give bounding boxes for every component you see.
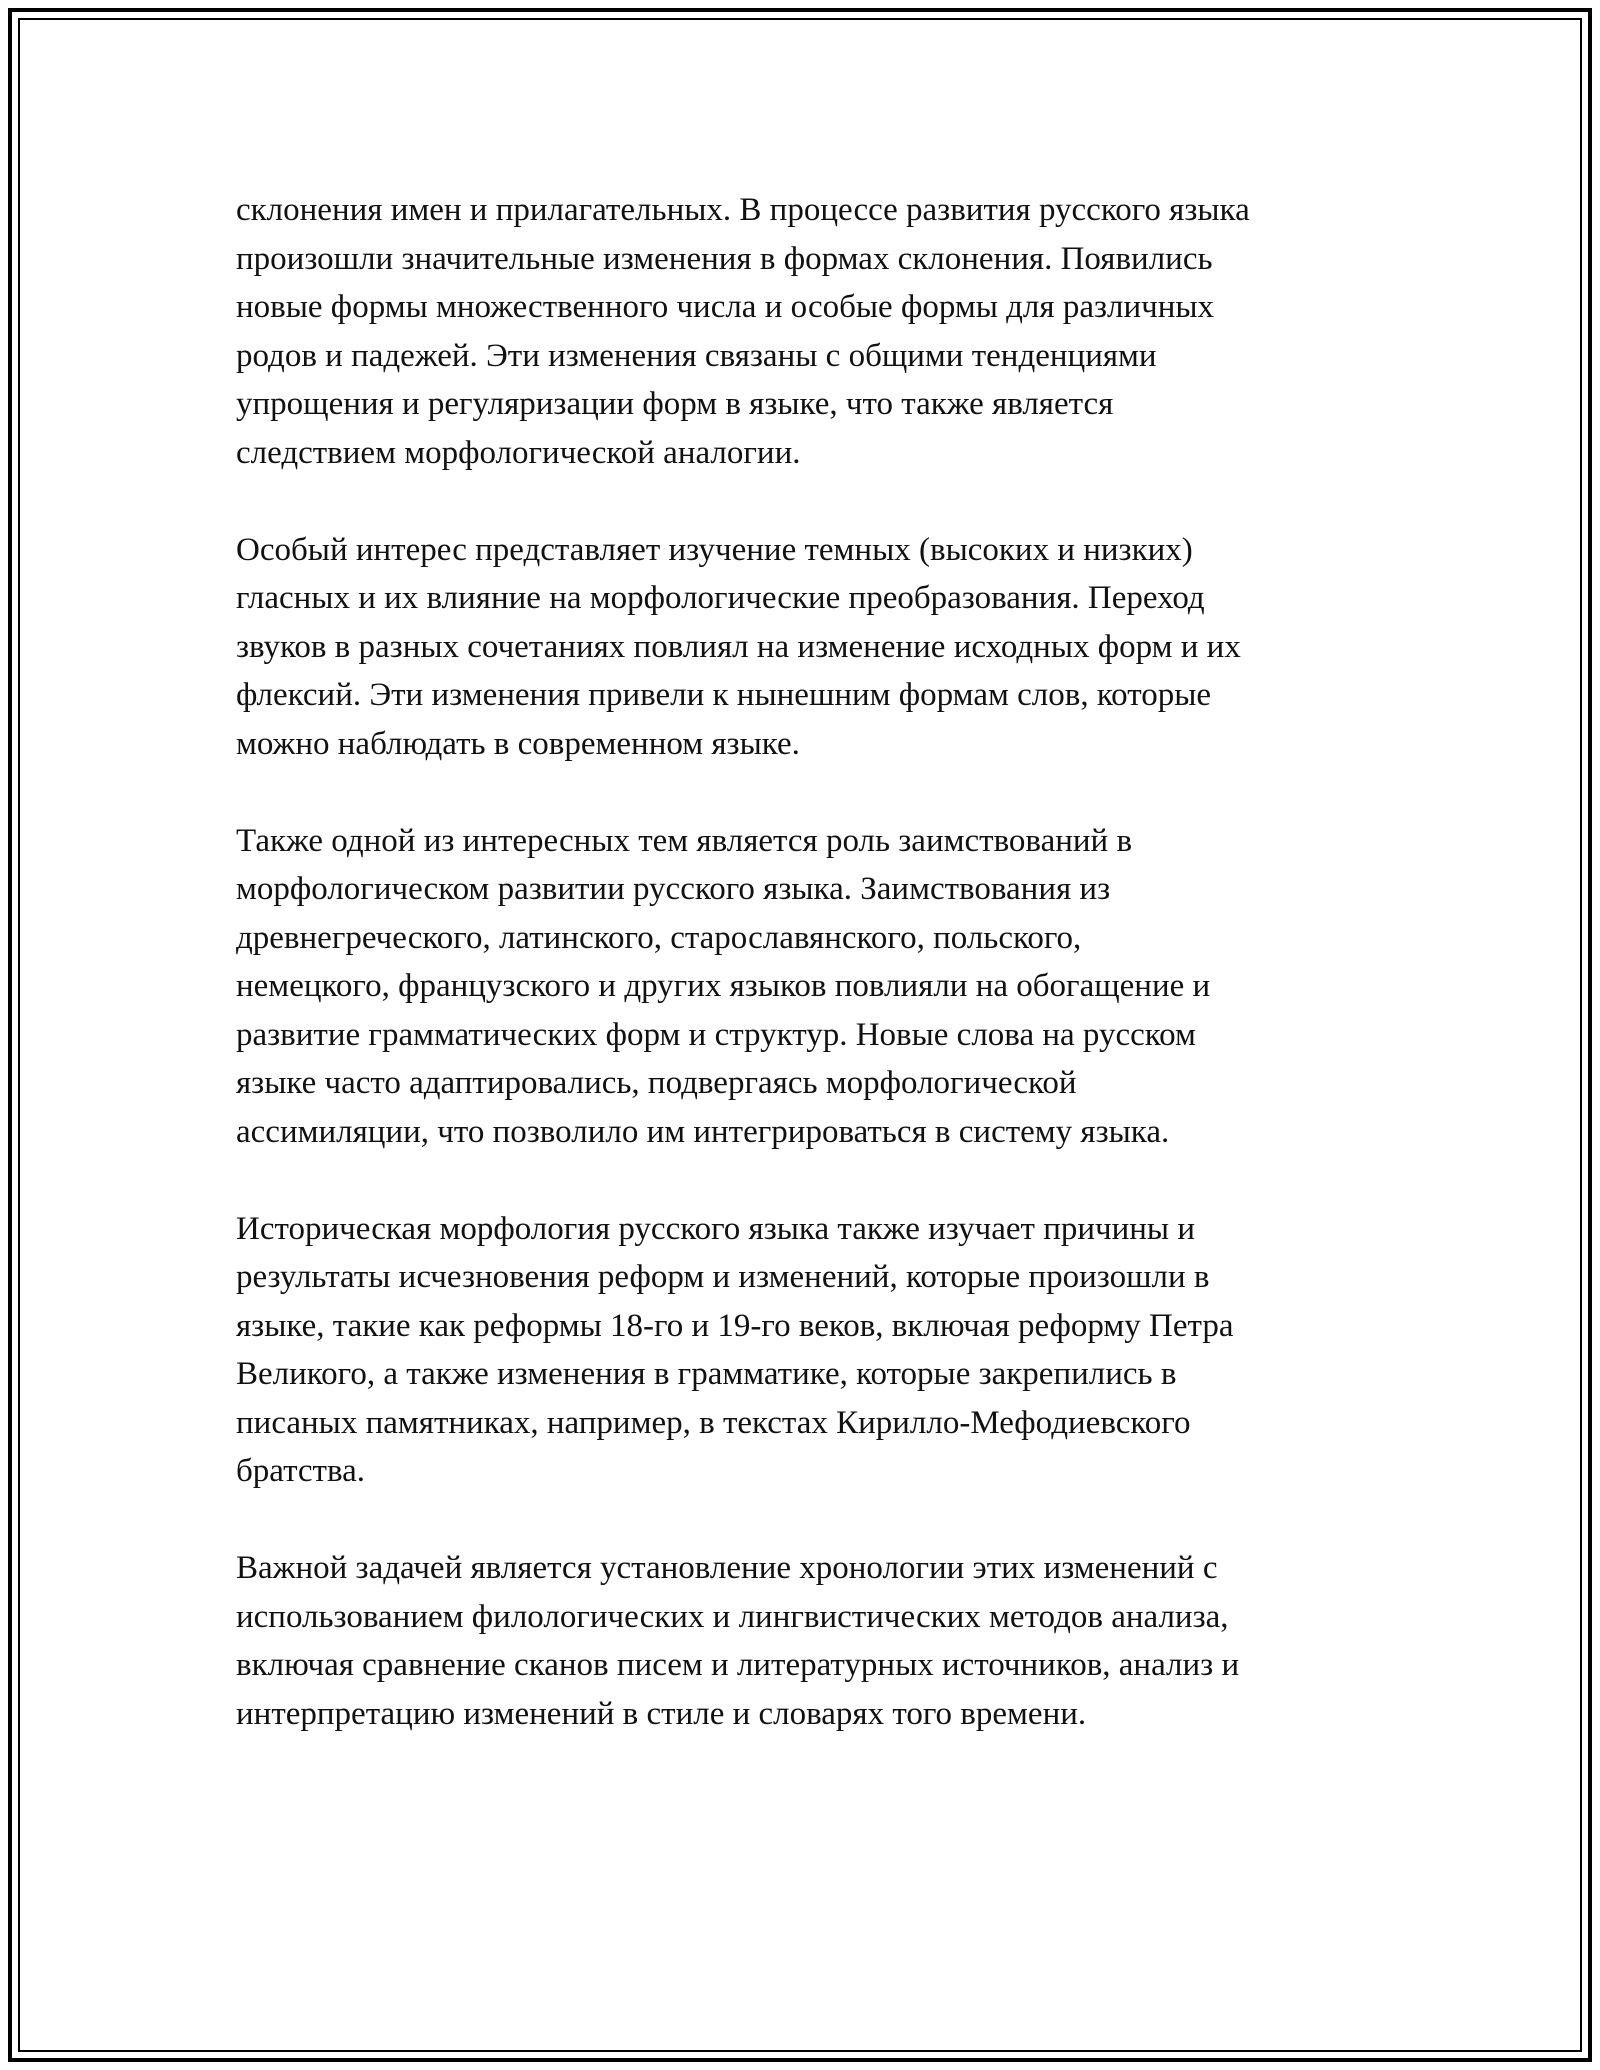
text-line: Важной задачей является установление хронологии этих изменений с	[236, 1550, 1218, 1586]
paragraph-1	[236, 186, 1396, 477]
text-line: морфологическом развитии русского языка. Заимствования из	[236, 871, 1111, 907]
text-line: древнегреческого, латинского, старославянского, польского,	[236, 919, 1082, 956]
text-line: немецкого, французского и других языков повлияли на обогащение и	[236, 968, 1211, 1004]
text-line: звуков в разных сочетаниях повлиял на изменение исходных форм и их	[236, 628, 1241, 665]
text-line: Особый интерес представляет изучение темных (высоких и низких)	[236, 531, 1193, 568]
text-line: включая сравнение сканов писем и литературных источников, анализ и	[236, 1647, 1240, 1683]
text-line: языке, такие как реформы 18-го и 19-го веков, включая реформу Петра	[236, 1307, 1234, 1344]
text-line: Историческая морфология русского языка также изучает причины и	[236, 1210, 1196, 1247]
text-line: следствием морфологической аналогии.	[236, 434, 801, 471]
text-line: новые формы множественного числа и особые формы для различных	[236, 289, 1215, 325]
text-line: интерпретацию изменений в стиле и словарях того времени.	[236, 1695, 1087, 1732]
text-line: Также одной из интересных тем является роль заимствований в	[236, 822, 1133, 859]
text-line: языке часто адаптировались, подвергаясь морфологической	[236, 1065, 1077, 1101]
text-line: Великого, а также изменения в грамматике, которые закрепились в	[236, 1356, 1177, 1392]
text-line: можно наблюдать в современном языке.	[236, 725, 800, 762]
text-line: флексий. Эти изменения привели к нынешним формам слов, которые	[236, 677, 1212, 713]
paragraph-3	[236, 817, 1396, 1157]
paragraph-4	[236, 1205, 1396, 1496]
text-line: упрощения и регуляризации форм в языке, что также является	[236, 386, 1114, 422]
document-body	[236, 186, 1396, 1787]
text-line: результаты исчезновения реформ и изменений, которые произошли в	[236, 1259, 1210, 1295]
text-line: развитие грамматических форм и структур. Новые слова на русском	[236, 1016, 1196, 1053]
text-line: склонения имен и прилагательных. В процессе развития русского языка	[236, 192, 1250, 228]
text-line: ассимиляции, что позволило им интегрироваться в систему языка.	[236, 1113, 1170, 1150]
text-line: произошли значительные изменения в формах склонения. Появились	[236, 240, 1213, 277]
text-line: гласных и их влияние на морфологические преобразования. Переход	[236, 580, 1205, 616]
paragraph-5	[236, 1544, 1396, 1738]
text-line: использованием филологических и лингвистических методов анализа,	[236, 1598, 1229, 1635]
text-line: писаных памятниках, например, в текстах Кирилло-Мефодиевского	[236, 1404, 1191, 1441]
paragraph-2	[236, 526, 1396, 769]
text-line: братства.	[236, 1453, 366, 1489]
text-line: родов и падежей. Эти изменения связаны с общими тенденциями	[236, 337, 1157, 374]
